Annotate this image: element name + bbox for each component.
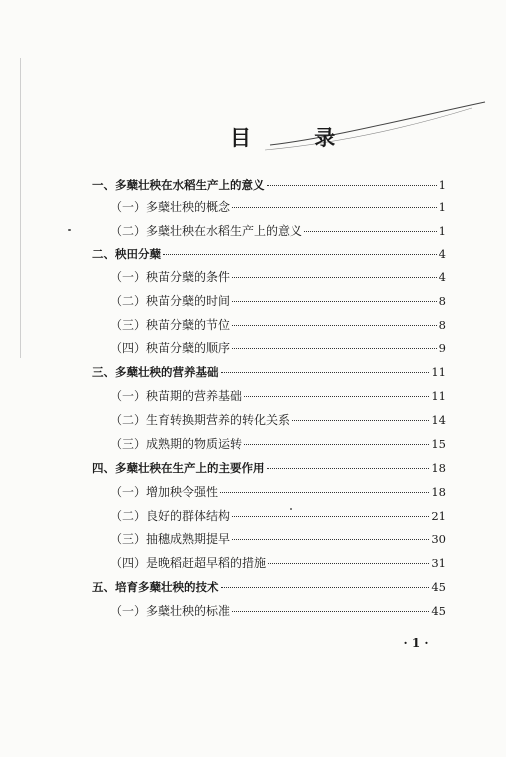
ink-speck [290,508,292,510]
dot-leader [232,539,429,540]
toc-entry-label: （一）秧苗期的营养基础 [110,389,243,403]
toc-section-entry [110,604,446,618]
toc-section-entry [110,532,446,546]
binding-edge-line [20,58,21,358]
toc-section-entry [110,341,446,355]
dot-leader [268,563,429,564]
dot-leader [244,444,429,445]
dot-leader [163,254,437,255]
toc-entry-label: 三、多蘖壮秧的营养基础 [92,365,219,379]
dot-leader [221,372,430,373]
toc-section-entry [110,224,446,238]
toc-section-entry [110,200,446,214]
dot-leader [244,396,429,397]
toc-entry-page-number: 1 [438,200,446,214]
ink-speck [68,229,71,231]
toc-entry-page-number: 4 [438,247,446,261]
toc-section-entry [110,509,446,523]
toc-entry-page-number: 21 [431,509,446,523]
page-number-footer: · 1 · [403,636,429,650]
dot-leader [267,185,437,186]
toc-entry-label: （三）成熟期的物质运转 [110,437,243,451]
toc-section-entry [110,556,446,570]
dot-leader [292,420,429,421]
toc-chapter-entry [92,461,446,475]
toc-entry-page-number: 14 [431,413,446,427]
toc-entry-page-number: 1 [438,224,446,238]
toc-entry-page-number: 15 [431,437,446,451]
toc-entry-page-number: 1 [438,178,446,192]
dot-leader [232,277,437,278]
toc-entry-label: （四）秧苗分蘖的顺序 [110,341,231,355]
toc-entry-label: 四、多蘖壮秧在生产上的主要作用 [92,461,265,475]
toc-entry-label: （二）多蘖壮秧在水稻生产上的意义 [110,224,303,238]
toc-section-entry [110,270,446,284]
toc-entry-page-number: 18 [431,485,446,499]
toc-section-entry [110,318,446,332]
toc-entry-label: （三）抽穗成熟期提早 [110,532,231,546]
toc-section-entry [110,389,446,403]
toc-entry-page-number: 8 [438,318,446,332]
toc-entry-label: （二）生育转换期营养的转化关系 [110,413,291,427]
toc-section-entry [110,485,446,499]
page-title: 目 录 [230,126,364,150]
toc-entry-label: （三）秧苗分蘖的节位 [110,318,231,332]
toc-entry-label: （四）是晚稻赶超早稻的措施 [110,556,267,570]
dot-leader [232,207,437,208]
toc-entry-label: 五、培育多蘖壮秧的技术 [92,580,219,594]
dot-leader [232,301,437,302]
toc-section-entry [110,413,446,427]
toc-entry-label: 二、秧田分蘖 [92,247,161,261]
toc-entry-page-number: 4 [438,270,446,284]
dot-leader [232,611,429,612]
toc-entry-page-number: 11 [431,365,446,379]
toc-chapter-entry [92,178,446,192]
toc-chapter-entry [92,247,446,261]
dot-leader [232,348,437,349]
toc-entry-label: （一）多蘖壮秧的概念 [110,200,231,214]
dot-leader [220,492,429,493]
toc-entry-page-number: 30 [431,532,446,546]
toc-entry-label: （一）秧苗分蘖的条件 [110,270,231,284]
toc-entry-page-number: 18 [431,461,446,475]
toc-entry-page-number: 9 [438,341,446,355]
toc-entry-label: （二）秧苗分蘖的时间 [110,294,231,308]
toc-section-entry [110,294,446,308]
toc-section-entry [110,437,446,451]
toc-chapter-entry [92,365,446,379]
toc-entry-page-number: 8 [438,294,446,308]
toc-chapter-entry [92,580,446,594]
dot-leader [304,231,437,232]
toc-entry-page-number: 45 [431,604,446,618]
dot-leader [232,516,429,517]
toc-entry-page-number: 11 [431,389,446,403]
dot-leader [221,587,430,588]
toc-entry-label: （二）良好的群体结构 [110,509,231,523]
toc-entry-label: 一、多蘖壮秧在水稻生产上的意义 [92,178,265,192]
toc-entry-label: （一）增加秧令强性 [110,485,219,499]
toc-entry-page-number: 31 [431,556,446,570]
dot-leader [267,468,430,469]
toc-heading [0,118,506,158]
toc-entry-page-number: 45 [431,580,446,594]
toc-entry-label: （一）多蘖壮秧的标准 [110,604,231,618]
dot-leader [232,325,437,326]
